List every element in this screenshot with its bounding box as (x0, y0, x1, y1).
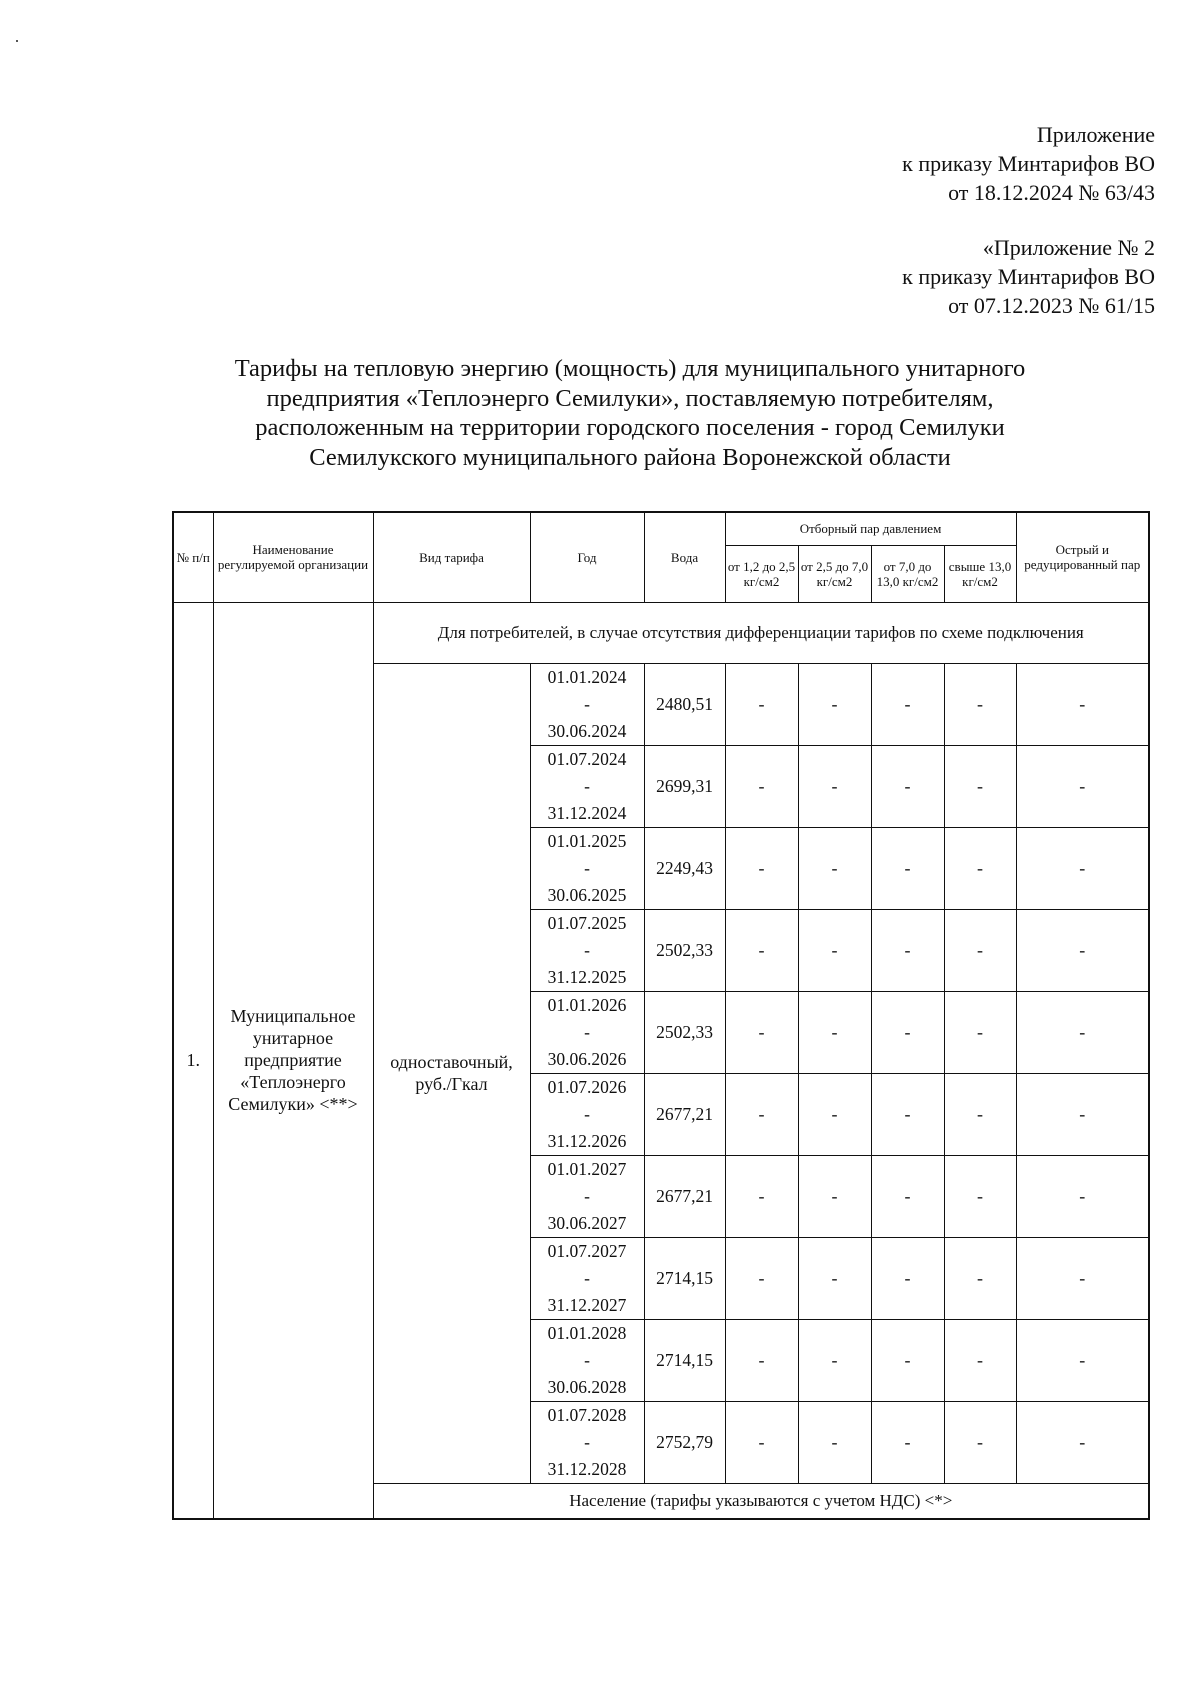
original-appendix-header (902, 233, 1155, 320)
title-line-4: Семилукского муниципального района Воронежской области (309, 443, 951, 471)
empty-sharp-value: - (1016, 991, 1149, 1073)
period-end: 31.12.2025 (547, 966, 627, 987)
empty-p3-value: - (871, 1319, 944, 1401)
water-tariff-value: 2699,31 (644, 745, 725, 827)
col-header-no: № п/п (173, 512, 213, 602)
empty-p2-value: - (798, 663, 871, 745)
empty-p1-value: - (725, 745, 798, 827)
period-end: 30.06.2028 (547, 1376, 627, 1397)
empty-p4-value: - (944, 1319, 1016, 1401)
period-end: 30.06.2024 (547, 720, 627, 741)
col-header-p1: от 1,2 до 2,5 кг/см2 (725, 545, 798, 602)
empty-p2-value: - (798, 909, 871, 991)
period-cell (530, 1155, 644, 1237)
period-separator: - (584, 1431, 590, 1452)
period-end: 31.12.2024 (547, 802, 627, 823)
period-start: 01.01.2024 (547, 666, 627, 687)
period-separator: - (584, 939, 590, 960)
empty-sharp-value: - (1016, 1401, 1149, 1483)
period-end: 30.06.2025 (547, 884, 627, 905)
empty-p2-value: - (798, 1155, 871, 1237)
period-start: 01.07.2026 (547, 1076, 627, 1097)
period-separator: - (584, 1021, 590, 1042)
period-separator: - (584, 693, 590, 714)
col-header-p4: свыше 13,0 кг/см2 (944, 545, 1016, 602)
col-header-p2: от 2,5 до 7,0 кг/см2 (798, 545, 871, 602)
title-line-3: расположенным на территории городского поселения - город Семилуки (255, 414, 1005, 441)
section-population: Население (тарифы указываются с учетом НДС) <*> (373, 1483, 1149, 1519)
period-end: 31.12.2026 (547, 1130, 627, 1151)
organization-name: Муниципальное унитарное предприятие «Теплоэнерго Семилуки» <**> (213, 602, 373, 1519)
water-tariff-value: 2502,33 (644, 909, 725, 991)
period-cell (530, 827, 644, 909)
col-header-sharp-steam: Острый и редуцированный пар (1016, 512, 1149, 602)
col-header-p3: от 7,0 до 13,0 кг/см2 (871, 545, 944, 602)
water-tariff-value: 2752,79 (644, 1401, 725, 1483)
period-separator: - (584, 857, 590, 878)
empty-p3-value: - (871, 663, 944, 745)
period-separator: - (584, 775, 590, 796)
empty-p4-value: - (944, 663, 1016, 745)
period-cell (530, 663, 644, 745)
period-cell (530, 745, 644, 827)
period-start: 01.07.2025 (547, 912, 627, 933)
empty-p4-value: - (944, 1237, 1016, 1319)
empty-p1-value: - (725, 1155, 798, 1237)
period-start: 01.07.2024 (547, 748, 627, 769)
appendix-line-3: от 18.12.2024 № 63/43 (948, 180, 1155, 205)
empty-p2-value: - (798, 1319, 871, 1401)
period-start: 01.01.2026 (547, 994, 627, 1015)
col-header-org: Наименование регулируемой организации (213, 512, 373, 602)
empty-sharp-value: - (1016, 663, 1149, 745)
water-tariff-value: 2714,15 (644, 1319, 725, 1401)
empty-p3-value: - (871, 991, 944, 1073)
appendix-line-2: к приказу Минтарифов ВО (902, 151, 1155, 176)
period-end: 30.06.2027 (547, 1212, 627, 1233)
original-appendix-line-3: от 07.12.2023 № 61/15 (948, 293, 1155, 318)
period-start: 01.01.2028 (547, 1322, 627, 1343)
period-separator: - (584, 1267, 590, 1288)
period-end: 30.06.2026 (547, 1048, 627, 1069)
period-start: 01.07.2027 (547, 1240, 627, 1261)
header-row-1 (173, 512, 1149, 545)
empty-p2-value: - (798, 1401, 871, 1483)
document-title (150, 354, 1110, 472)
water-tariff-value: 2714,15 (644, 1237, 725, 1319)
section-row-general (173, 602, 1149, 663)
empty-p4-value: - (944, 1155, 1016, 1237)
empty-p1-value: - (725, 663, 798, 745)
water-tariff-value: 2502,33 (644, 991, 725, 1073)
empty-p1-value: - (725, 1073, 798, 1155)
empty-sharp-value: - (1016, 1073, 1149, 1155)
empty-p1-value: - (725, 991, 798, 1073)
appendix-line-1: Приложение (1036, 122, 1155, 147)
period-start: 01.07.2028 (547, 1404, 627, 1425)
water-tariff-value: 2677,21 (644, 1155, 725, 1237)
scan-speck (16, 40, 18, 42)
period-end: 31.12.2028 (547, 1458, 627, 1479)
col-header-kind: Вид тарифа (373, 512, 530, 602)
empty-sharp-value: - (1016, 909, 1149, 991)
period-cell (530, 1073, 644, 1155)
empty-p1-value: - (725, 1319, 798, 1401)
original-appendix-line-2: к приказу Минтарифов ВО (902, 264, 1155, 289)
empty-p2-value: - (798, 827, 871, 909)
empty-p1-value: - (725, 909, 798, 991)
empty-sharp-value: - (1016, 1237, 1149, 1319)
period-cell (530, 991, 644, 1073)
col-header-year: Год (530, 512, 644, 602)
period-cell (530, 1319, 644, 1401)
empty-p3-value: - (871, 1155, 944, 1237)
period-cell (530, 1401, 644, 1483)
water-tariff-value: 2677,21 (644, 1073, 725, 1155)
tariff-kind: одноставочный, руб./Гкал (373, 663, 530, 1483)
empty-sharp-value: - (1016, 1319, 1149, 1401)
empty-p3-value: - (871, 745, 944, 827)
tariff-table (172, 511, 1150, 1520)
empty-p3-value: - (871, 1073, 944, 1155)
title-line-2: предприятия «Теплоэнерго Семилуки», поставляемую потребителям, (266, 384, 994, 412)
empty-p4-value: - (944, 827, 1016, 909)
empty-p4-value: - (944, 745, 1016, 827)
row-number: 1. (173, 602, 213, 1519)
empty-p4-value: - (944, 1401, 1016, 1483)
period-separator: - (584, 1349, 590, 1370)
empty-p3-value: - (871, 909, 944, 991)
water-tariff-value: 2480,51 (644, 663, 725, 745)
empty-p1-value: - (725, 827, 798, 909)
empty-p4-value: - (944, 991, 1016, 1073)
period-cell (530, 909, 644, 991)
period-separator: - (584, 1185, 590, 1206)
section-general-consumers: Для потребителей, в случае отсутствия дифференциации тарифов по схеме подключения (373, 602, 1149, 663)
appendix-header (902, 120, 1155, 207)
empty-sharp-value: - (1016, 827, 1149, 909)
empty-p3-value: - (871, 1237, 944, 1319)
empty-sharp-value: - (1016, 745, 1149, 827)
col-header-water: Вода (644, 512, 725, 602)
empty-p2-value: - (798, 1073, 871, 1155)
empty-p3-value: - (871, 1401, 944, 1483)
title-line-1: Тарифы на тепловую энергию (мощность) для муниципального унитарного (234, 355, 1026, 382)
col-header-steam: Отборный пар давлением (725, 512, 1016, 545)
empty-p4-value: - (944, 909, 1016, 991)
period-end: 31.12.2027 (547, 1294, 627, 1315)
empty-p2-value: - (798, 745, 871, 827)
empty-p4-value: - (944, 1073, 1016, 1155)
original-appendix-line-1: «Приложение № 2 (982, 235, 1155, 260)
period-cell (530, 1237, 644, 1319)
period-separator: - (584, 1103, 590, 1124)
empty-p2-value: - (798, 991, 871, 1073)
empty-p2-value: - (798, 1237, 871, 1319)
empty-p1-value: - (725, 1401, 798, 1483)
water-tariff-value: 2249,43 (644, 827, 725, 909)
empty-sharp-value: - (1016, 1155, 1149, 1237)
period-start: 01.01.2027 (547, 1158, 627, 1179)
period-start: 01.01.2025 (547, 830, 627, 851)
empty-p3-value: - (871, 827, 944, 909)
empty-p1-value: - (725, 1237, 798, 1319)
